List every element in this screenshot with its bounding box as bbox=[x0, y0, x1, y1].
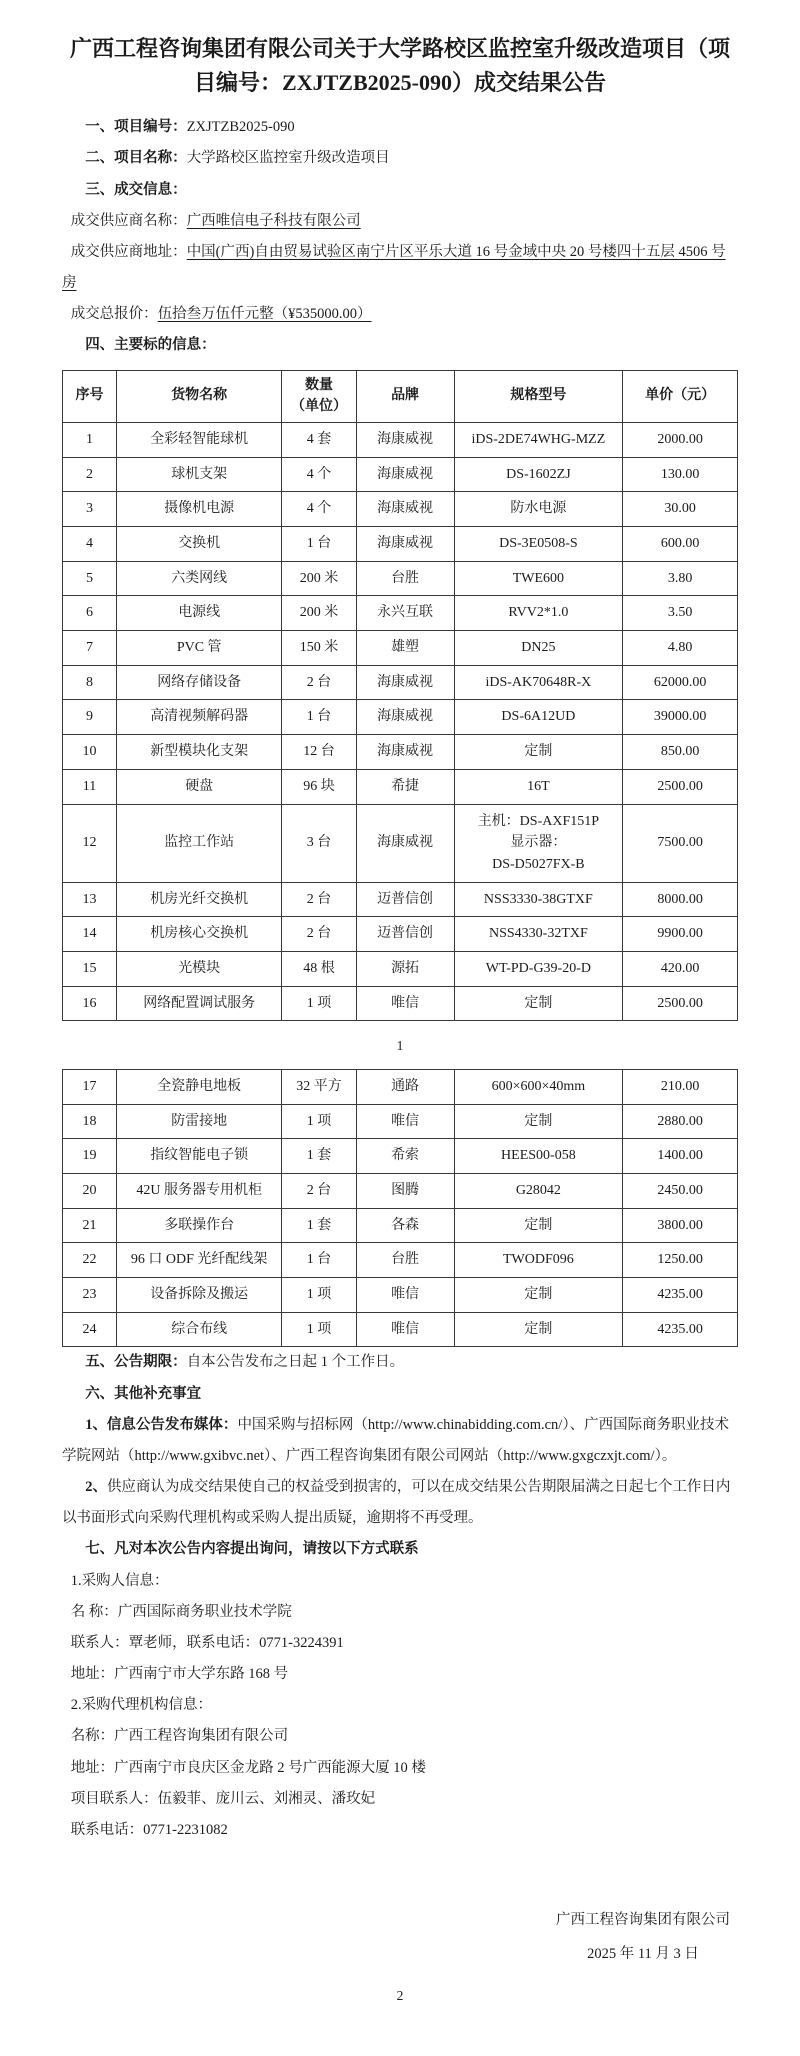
table-cell: 11 bbox=[63, 769, 117, 804]
table-cell: 850.00 bbox=[623, 735, 738, 770]
table-cell: 2000.00 bbox=[623, 422, 738, 457]
table-cell: 96 口 ODF 光纤配线架 bbox=[117, 1243, 282, 1278]
table-header-cell: 数量 （单位） bbox=[282, 370, 356, 422]
table-row bbox=[63, 986, 738, 1021]
table-cell: 14 bbox=[63, 917, 117, 952]
table-cell: 4 个 bbox=[282, 492, 356, 527]
total-price-line bbox=[62, 299, 738, 330]
table-cell: 监控工作站 bbox=[117, 804, 282, 882]
table-cell: 2 台 bbox=[282, 665, 356, 700]
table-row bbox=[63, 1243, 738, 1278]
table-cell: NSS4330-32TXF bbox=[454, 917, 623, 952]
table-cell: 网络存储设备 bbox=[117, 665, 282, 700]
table-row bbox=[63, 422, 738, 457]
table-cell: DS-6A12UD bbox=[454, 700, 623, 735]
supplier-name-line bbox=[62, 206, 738, 237]
table-cell: 39000.00 bbox=[623, 700, 738, 735]
table-row bbox=[63, 561, 738, 596]
table-row bbox=[63, 804, 738, 882]
table-cell: 希捷 bbox=[356, 769, 454, 804]
buyer-info-heading: 1.采购人信息： bbox=[70, 1572, 169, 1589]
table-row bbox=[63, 1139, 738, 1174]
table-row bbox=[63, 457, 738, 492]
table-cell: 16 bbox=[63, 986, 117, 1021]
table-header-cell: 货物名称 bbox=[117, 370, 282, 422]
table-cell: 15 bbox=[63, 951, 117, 986]
page-number-1: 1 bbox=[396, 1038, 404, 1054]
deal-info-heading: 三、成交信息： bbox=[85, 181, 187, 198]
buyer-address-line: 地址：广西南宁市大学东路 168 号 bbox=[70, 1666, 289, 1683]
table-cell: 唯信 bbox=[356, 1312, 454, 1347]
table-cell: 3.80 bbox=[623, 561, 738, 596]
table-cell: 1 套 bbox=[282, 1208, 356, 1243]
table-cell: 光模块 bbox=[117, 951, 282, 986]
table-cell: 24 bbox=[63, 1312, 117, 1347]
table-cell: 各森 bbox=[356, 1208, 454, 1243]
table-cell: 2500.00 bbox=[623, 986, 738, 1021]
table-cell: 指纹智能电子锁 bbox=[117, 1139, 282, 1174]
table-cell: 迈普信创 bbox=[356, 882, 454, 917]
table-cell: 3800.00 bbox=[623, 1208, 738, 1243]
table-header-cell: 规格型号 bbox=[454, 370, 623, 422]
goods-table-page2 bbox=[62, 1069, 738, 1348]
media-label: 1、信息公告发布媒体： bbox=[85, 1416, 238, 1433]
table-cell: 1 台 bbox=[282, 1243, 356, 1278]
table-cell: 定制 bbox=[454, 1104, 623, 1139]
table-cell: 2450.00 bbox=[623, 1173, 738, 1208]
project-number-line bbox=[62, 112, 738, 143]
table-cell: 六类网线 bbox=[117, 561, 282, 596]
table-cell: DS-1602ZJ bbox=[454, 457, 623, 492]
table-cell: 21 bbox=[63, 1208, 117, 1243]
table-cell: 机房核心交换机 bbox=[117, 917, 282, 952]
table-cell: 62000.00 bbox=[623, 665, 738, 700]
table-header-cell: 单价（元） bbox=[623, 370, 738, 422]
table-cell: 定制 bbox=[454, 1312, 623, 1347]
table-cell: 唯信 bbox=[356, 1278, 454, 1313]
table-cell: 2 bbox=[63, 457, 117, 492]
table-header-cell: 品牌 bbox=[356, 370, 454, 422]
table-cell: 定制 bbox=[454, 735, 623, 770]
table-cell: DN25 bbox=[454, 631, 623, 666]
supplier-name-label: 成交供应商名称： bbox=[70, 212, 187, 229]
table-cell: 源拓 bbox=[356, 951, 454, 986]
table-cell: 4235.00 bbox=[623, 1278, 738, 1313]
table-cell: 通路 bbox=[356, 1069, 454, 1104]
goods-table-page1 bbox=[62, 370, 738, 1022]
table-cell: 3 bbox=[63, 492, 117, 527]
table-cell: 7500.00 bbox=[623, 804, 738, 882]
table-cell: 雄塑 bbox=[356, 631, 454, 666]
signature-block bbox=[62, 1904, 738, 1971]
table-cell: HEES00-058 bbox=[454, 1139, 623, 1174]
table-row bbox=[63, 1208, 738, 1243]
table-cell: 5 bbox=[63, 561, 117, 596]
announcement-period-value: 自本公告发布之日起 1 个工作日。 bbox=[186, 1354, 405, 1371]
table-row bbox=[63, 527, 738, 562]
table-cell: RVV2*1.0 bbox=[454, 596, 623, 631]
other-matters-heading: 六、其他补充事宜 bbox=[85, 1385, 202, 1402]
table-row bbox=[63, 1278, 738, 1313]
table-cell: 海康威视 bbox=[356, 527, 454, 562]
table-cell: 2880.00 bbox=[623, 1104, 738, 1139]
total-price-label: 成交总报价： bbox=[70, 306, 158, 323]
table-cell: 96 块 bbox=[282, 769, 356, 804]
table-cell: 海康威视 bbox=[356, 457, 454, 492]
supplier-address-label: 成交供应商地址： bbox=[70, 243, 187, 260]
table-cell: 9 bbox=[63, 700, 117, 735]
table-cell: 22 bbox=[63, 1243, 117, 1278]
table-cell: 全瓷静电地板 bbox=[117, 1069, 282, 1104]
table-cell: 600.00 bbox=[623, 527, 738, 562]
page-number-2: 2 bbox=[396, 1987, 404, 2003]
goods-table-header bbox=[63, 370, 738, 422]
table-cell: 1250.00 bbox=[623, 1243, 738, 1278]
table-cell: iDS-2DE74WHG-MZZ bbox=[454, 422, 623, 457]
table-cell: 420.00 bbox=[623, 951, 738, 986]
media-line bbox=[62, 1410, 738, 1472]
table-cell: iDS-AK70648R-X bbox=[454, 665, 623, 700]
table-row bbox=[63, 492, 738, 527]
agent-name-line: 名称：广西工程咨询集团有限公司 bbox=[70, 1728, 289, 1745]
table-header-cell: 序号 bbox=[63, 370, 117, 422]
table-cell: 4 套 bbox=[282, 422, 356, 457]
goods-table-body-page2 bbox=[63, 1069, 738, 1347]
table-cell: 交换机 bbox=[117, 527, 282, 562]
table-cell: 台胜 bbox=[356, 1243, 454, 1278]
table-row bbox=[63, 769, 738, 804]
project-name-line bbox=[62, 143, 738, 174]
table-cell: 3.50 bbox=[623, 596, 738, 631]
table-cell: 18 bbox=[63, 1104, 117, 1139]
table-cell: 4.80 bbox=[623, 631, 738, 666]
table-cell: 12 台 bbox=[282, 735, 356, 770]
table-cell: 海康威视 bbox=[356, 492, 454, 527]
table-cell: 600×600×40mm bbox=[454, 1069, 623, 1104]
table-cell: 海康威视 bbox=[356, 804, 454, 882]
table-cell: 全彩轻智能球机 bbox=[117, 422, 282, 457]
table-row bbox=[63, 596, 738, 631]
table-cell: 海康威视 bbox=[356, 422, 454, 457]
table-cell: 210.00 bbox=[623, 1069, 738, 1104]
table-cell: 13 bbox=[63, 882, 117, 917]
table-row bbox=[63, 1312, 738, 1347]
agent-persons-line: 项目联系人：伍毅菲、庞川云、刘湘灵、潘玫妃 bbox=[70, 1790, 376, 1807]
table-row bbox=[63, 735, 738, 770]
goods-info-heading: 四、主要标的信息： bbox=[85, 337, 216, 354]
table-cell: 30.00 bbox=[623, 492, 738, 527]
table-header-row bbox=[63, 370, 738, 422]
page-title: 广西工程咨询集团有限公司关于大学路校区监控室升级改造项目（项目编号：ZXJTZB2025-090）成交结果公告 bbox=[69, 36, 730, 96]
table-cell: 机房光纤交换机 bbox=[117, 882, 282, 917]
table-cell: 1 台 bbox=[282, 700, 356, 735]
table-cell: 电源线 bbox=[117, 596, 282, 631]
table-cell: 16T bbox=[454, 769, 623, 804]
table-cell: 防雷接地 bbox=[117, 1104, 282, 1139]
table-cell: 130.00 bbox=[623, 457, 738, 492]
table-row bbox=[63, 1104, 738, 1139]
table-cell: 200 米 bbox=[282, 561, 356, 596]
buyer-contact-line: 联系人：覃老师，联系电话：0771-3224391 bbox=[70, 1634, 344, 1651]
total-price-value: 伍拾叁万伍仟元整（¥535000.00） bbox=[157, 306, 372, 323]
table-cell: 4 bbox=[63, 527, 117, 562]
table-cell: 硬盘 bbox=[117, 769, 282, 804]
table-cell: TWODF096 bbox=[454, 1243, 623, 1278]
table-cell: 摄像机电源 bbox=[117, 492, 282, 527]
table-cell: 1 项 bbox=[282, 1312, 356, 1347]
table-cell: NSS3330-38GTXF bbox=[454, 882, 623, 917]
table-cell: 主机：DS-AXF151P 显示器： DS-D5027FX-B bbox=[454, 804, 623, 882]
table-cell: 19 bbox=[63, 1139, 117, 1174]
table-cell: 设备拆除及搬运 bbox=[117, 1278, 282, 1313]
table-cell: PVC 管 bbox=[117, 631, 282, 666]
objection-value: 供应商认为成交结果使自己的权益受到损害的，可以在成交结果公告期限届满之日起七个工作日内以书面形式向采购代理机构或采购人提出质疑，逾期将不再受理。 bbox=[62, 1479, 731, 1527]
table-cell: 17 bbox=[63, 1069, 117, 1104]
table-cell: TWE600 bbox=[454, 561, 623, 596]
table-cell: 海康威视 bbox=[356, 700, 454, 735]
announcement-period-line bbox=[62, 1347, 738, 1378]
table-cell: 200 米 bbox=[282, 596, 356, 631]
table-cell: 8000.00 bbox=[623, 882, 738, 917]
table-cell: 6 bbox=[63, 596, 117, 631]
contact-section-heading: 七、凡对本次公告内容提出询问，请按以下方式联系 bbox=[85, 1541, 419, 1558]
table-cell: DS-3E0508-S bbox=[454, 527, 623, 562]
table-cell: 防水电源 bbox=[454, 492, 623, 527]
media-value: 中国采购与招标网（http://www.chinabidding.com.cn/）、广西国际商务职业技术学院网站（http://www.gxibvc.net）、广西工程咨询集团有限公司网站（http://www.gxgczxjt.com/）。 bbox=[62, 1416, 730, 1464]
table-cell: 10 bbox=[63, 735, 117, 770]
supplier-name-value: 广西唯信电子科技有限公司 bbox=[186, 212, 361, 229]
table-cell: 定制 bbox=[454, 986, 623, 1021]
table-cell: 150 米 bbox=[282, 631, 356, 666]
table-cell: 8 bbox=[63, 665, 117, 700]
table-cell: 高清视频解码器 bbox=[117, 700, 282, 735]
table-cell: 4 个 bbox=[282, 457, 356, 492]
table-cell: 迈普信创 bbox=[356, 917, 454, 952]
table-cell: 综合布线 bbox=[117, 1312, 282, 1347]
supplier-address-line bbox=[62, 237, 738, 299]
table-cell: 唯信 bbox=[356, 1104, 454, 1139]
table-cell: 多联操作台 bbox=[117, 1208, 282, 1243]
table-cell: 1400.00 bbox=[623, 1139, 738, 1174]
table-row bbox=[63, 700, 738, 735]
goods-table-body-page1 bbox=[63, 422, 738, 1020]
table-cell: 海康威视 bbox=[356, 665, 454, 700]
table-cell: 23 bbox=[63, 1278, 117, 1313]
table-cell: 新型模块化支架 bbox=[117, 735, 282, 770]
table-cell: 9900.00 bbox=[623, 917, 738, 952]
supplier-address-value: 中国(广西)自由贸易试验区南宁片区平乐大道 16 号金域中央 20 号楼四十五层 4506 号房 bbox=[62, 243, 726, 292]
table-cell: 希索 bbox=[356, 1139, 454, 1174]
table-cell: 20 bbox=[63, 1173, 117, 1208]
table-cell: 1 项 bbox=[282, 1278, 356, 1313]
agent-info-heading: 2.采购代理机构信息： bbox=[70, 1697, 213, 1714]
table-cell: 2 台 bbox=[282, 1173, 356, 1208]
table-cell: 定制 bbox=[454, 1208, 623, 1243]
table-cell: 唯信 bbox=[356, 986, 454, 1021]
table-cell: 图腾 bbox=[356, 1173, 454, 1208]
table-cell: 1 台 bbox=[282, 527, 356, 562]
signature-date: 2025 年 11 月 3 日 bbox=[587, 1945, 699, 1962]
project-name-label: 二、项目名称： bbox=[85, 150, 187, 167]
agent-phone-line: 联系电话：0771-2231082 bbox=[70, 1821, 228, 1838]
buyer-name-line: 名 称：广西国际商务职业技术学院 bbox=[70, 1603, 292, 1620]
table-row bbox=[63, 951, 738, 986]
project-number-label: 一、项目编号： bbox=[85, 119, 187, 136]
table-cell: 42U 服务器专用机柜 bbox=[117, 1173, 282, 1208]
table-cell: 台胜 bbox=[356, 561, 454, 596]
table-cell: 网络配置调试服务 bbox=[117, 986, 282, 1021]
table-cell: 12 bbox=[63, 804, 117, 882]
project-number-value: ZXJTZB2025-090 bbox=[186, 119, 295, 136]
objection-label: 2、 bbox=[85, 1479, 107, 1496]
objection-line bbox=[62, 1472, 738, 1534]
agent-address-line: 地址：广西南宁市良庆区金龙路 2 号广西能源大厦 10 楼 bbox=[70, 1759, 426, 1776]
table-cell: 1 套 bbox=[282, 1139, 356, 1174]
table-row bbox=[63, 1173, 738, 1208]
announcement-period-label: 五、公告期限： bbox=[85, 1354, 187, 1371]
table-cell: 球机支架 bbox=[117, 457, 282, 492]
table-row bbox=[63, 631, 738, 666]
table-cell: 2500.00 bbox=[623, 769, 738, 804]
table-cell: 1 项 bbox=[282, 986, 356, 1021]
table-cell: 定制 bbox=[454, 1278, 623, 1313]
table-cell: 2 台 bbox=[282, 882, 356, 917]
table-cell: G28042 bbox=[454, 1173, 623, 1208]
table-cell: 1 项 bbox=[282, 1104, 356, 1139]
table-row bbox=[63, 917, 738, 952]
table-cell: 3 台 bbox=[282, 804, 356, 882]
table-cell: 海康威视 bbox=[356, 735, 454, 770]
table-cell: WT-PD-G39-20-D bbox=[454, 951, 623, 986]
table-cell: 4235.00 bbox=[623, 1312, 738, 1347]
table-cell: 永兴互联 bbox=[356, 596, 454, 631]
table-cell: 7 bbox=[63, 631, 117, 666]
project-name-value: 大学路校区监控室升级改造项目 bbox=[186, 150, 390, 167]
table-row bbox=[63, 1069, 738, 1104]
table-cell: 32 平方 bbox=[282, 1069, 356, 1104]
table-cell: 1 bbox=[63, 422, 117, 457]
table-row bbox=[63, 882, 738, 917]
table-row bbox=[63, 665, 738, 700]
table-cell: 48 根 bbox=[282, 951, 356, 986]
table-cell: 2 台 bbox=[282, 917, 356, 952]
signature-company: 广西工程咨询集团有限公司 bbox=[556, 1912, 730, 1929]
